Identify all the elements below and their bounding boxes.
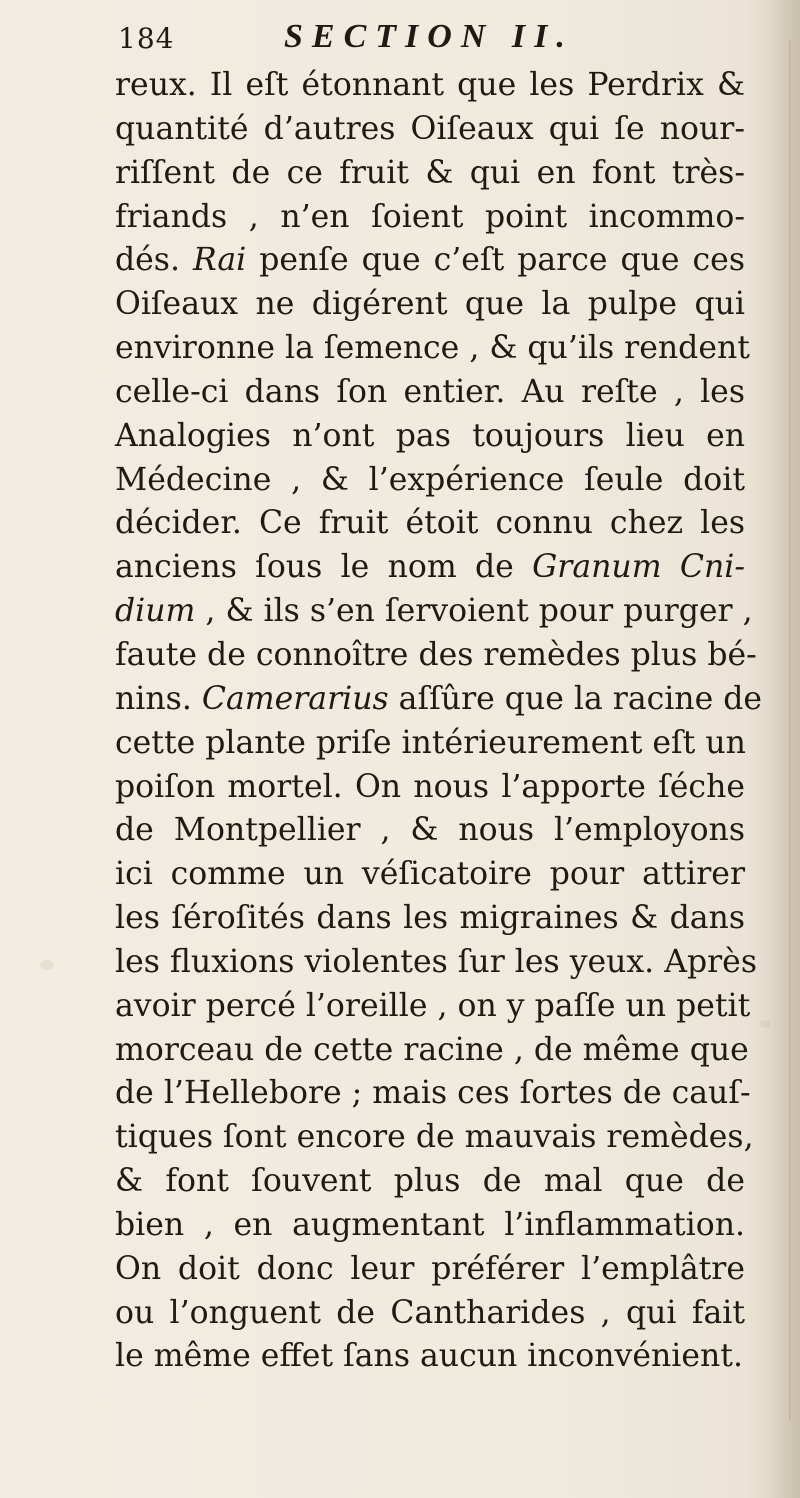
page-number: 184 bbox=[118, 22, 175, 55]
text-line bbox=[115, 1204, 745, 1248]
text-segment: environne la ſemence , & qu’ils rendent bbox=[115, 330, 750, 367]
text-line bbox=[115, 371, 745, 415]
text-line bbox=[115, 809, 745, 853]
text-line bbox=[115, 897, 745, 941]
running-head: SECTION II. bbox=[284, 18, 574, 55]
text-line bbox=[115, 590, 753, 634]
text-line bbox=[115, 283, 745, 327]
body-text bbox=[115, 64, 763, 1379]
italic-name: Rai bbox=[192, 242, 247, 279]
text-segment: tiques ſont encore de mauvais remèdes, bbox=[115, 1119, 754, 1156]
text-segment: cette plante priſe intérieurement eſt un bbox=[115, 724, 746, 761]
text-segment: morceau de cette racine , de même que bbox=[115, 1031, 749, 1068]
text-segment: de l’Hellebore ; mais ces ſortes de cauſ- bbox=[115, 1075, 751, 1112]
text-segment: poiſon mortel. On nous l’apporte ſéche bbox=[115, 768, 745, 805]
italic-name: Camerarius bbox=[201, 680, 389, 717]
text-line bbox=[115, 502, 745, 546]
text-segment: dés. bbox=[115, 242, 193, 279]
text-segment: , & ils s’en ſervoient pour purger , bbox=[195, 593, 753, 630]
text-segment: celle-ci dans ſon entier. Au reſte , les bbox=[115, 373, 745, 410]
text-segment: reux. Il eſt étonnant que les Perdrix & bbox=[115, 67, 745, 103]
page-edge-line bbox=[789, 40, 791, 1420]
text-segment: les ſéroſités dans les migraines & dans bbox=[115, 900, 745, 937]
page-header bbox=[118, 18, 738, 66]
text-segment: Oiſeaux ne digérent que la pulpe qui bbox=[115, 286, 745, 323]
text-line bbox=[115, 1292, 745, 1336]
text-segment: riſſent de ce fruit & qui en font très- bbox=[115, 154, 745, 191]
text-segment: On doit donc leur préférer l’emplâtre bbox=[115, 1250, 745, 1287]
text-line bbox=[115, 941, 757, 985]
text-segment: Médecine , & l’expérience ſeule doit bbox=[115, 461, 745, 498]
text-line bbox=[115, 327, 750, 371]
text-line bbox=[115, 108, 745, 152]
text-line bbox=[115, 152, 745, 196]
text-segment: de Montpellier , & nous l’employons bbox=[115, 812, 745, 849]
text-line bbox=[115, 722, 745, 766]
text-line bbox=[115, 1029, 749, 1073]
text-line bbox=[115, 634, 757, 678]
text-line bbox=[115, 1335, 745, 1379]
text-segment: Analogies n’ont pas toujours lieu en bbox=[115, 417, 745, 454]
text-line bbox=[115, 239, 745, 283]
text-segment: penſe que c’eſt parce que ces bbox=[246, 242, 745, 279]
text-line bbox=[115, 766, 745, 810]
text-segment: faute de connoître des remèdes plus bé- bbox=[115, 636, 757, 673]
text-segment: friands , n’en ſoient point incommo- bbox=[115, 198, 745, 235]
italic-name: Granum Cni- bbox=[532, 549, 745, 586]
text-line bbox=[115, 64, 745, 108]
text-segment: bien , en augmentant l’inflammation. bbox=[115, 1206, 745, 1243]
text-line bbox=[115, 1116, 754, 1160]
text-segment: décider. Ce fruit étoit connu chez les bbox=[115, 505, 745, 542]
text-line bbox=[115, 1160, 745, 1204]
text-segment: nins. bbox=[115, 680, 202, 717]
text-segment: le même effet ſans aucun inconvénient. bbox=[115, 1338, 743, 1375]
text-line bbox=[115, 415, 745, 459]
text-line bbox=[115, 1248, 745, 1292]
text-segment: quantité d’autres Oiſeaux qui ſe nour- bbox=[115, 110, 745, 147]
text-segment: & font ſouvent plus de mal que de bbox=[115, 1163, 745, 1200]
text-line bbox=[115, 459, 745, 503]
page-edge-shadow bbox=[766, 0, 800, 1498]
paper-stain bbox=[760, 1020, 770, 1028]
text-line bbox=[115, 678, 763, 722]
text-segment: les fluxions violentes ſur les yeux. Après bbox=[115, 943, 757, 980]
text-line bbox=[115, 546, 745, 590]
text-segment: ou l’onguent de Cantharides , qui fait bbox=[115, 1294, 745, 1331]
paper-stain bbox=[40, 960, 54, 970]
text-line bbox=[115, 196, 745, 240]
italic-name: dium bbox=[115, 593, 196, 630]
text-segment: aſſûre que la racine de bbox=[388, 680, 763, 717]
text-segment: avoir percé l’oreille , on y paſſe un petit bbox=[115, 987, 751, 1024]
text-line bbox=[115, 1072, 751, 1116]
text-segment: ici comme un véſicatoire pour attirer bbox=[115, 856, 745, 893]
text-segment: anciens ſous le nom de bbox=[115, 549, 533, 586]
text-line bbox=[115, 853, 745, 897]
text-line bbox=[115, 985, 751, 1029]
